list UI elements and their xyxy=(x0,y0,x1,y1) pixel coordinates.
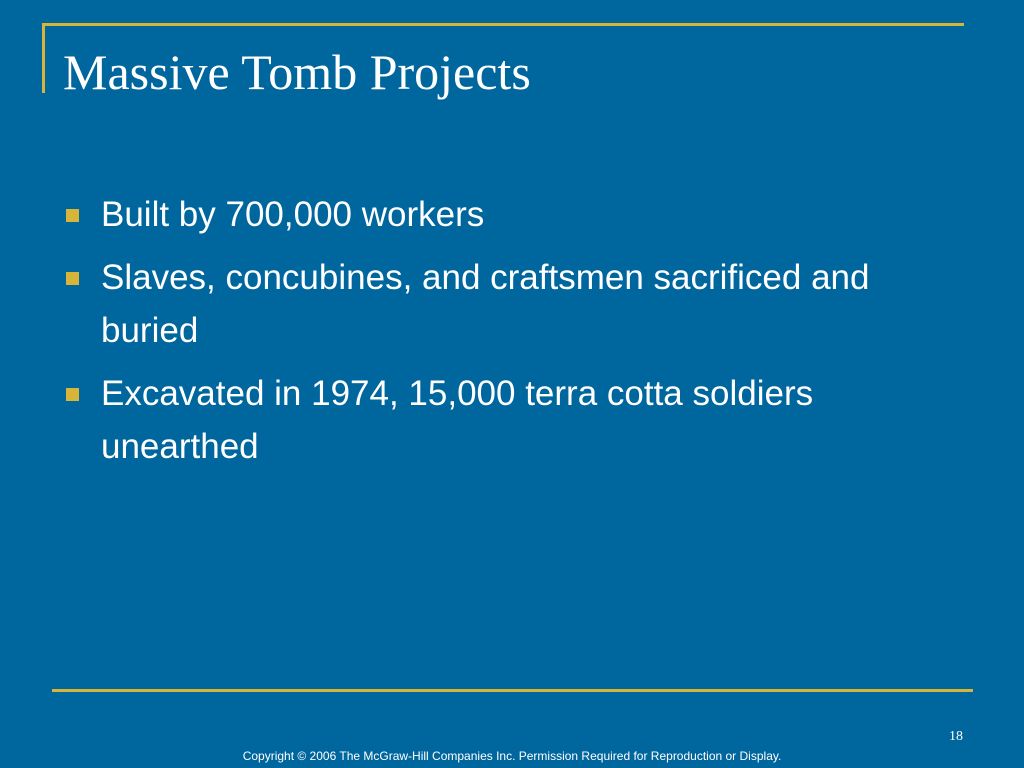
square-bullet-icon xyxy=(66,272,79,285)
footer-divider-line xyxy=(52,689,973,692)
bullet-text: Built by 700,000 workers xyxy=(101,195,485,234)
frame-left-line xyxy=(42,23,45,93)
square-bullet-icon xyxy=(66,209,79,222)
slide-title: Massive Tomb Projects xyxy=(63,44,531,100)
bullet-item xyxy=(66,367,966,473)
copyright-notice: Copyright © 2006 The McGraw-Hill Companies Inc. Permission Required for Reproduction or Display. xyxy=(242,749,782,763)
bullet-list xyxy=(66,188,966,483)
frame-top-line xyxy=(42,23,964,26)
bullet-text: Slaves, concubines, and craftsmen sacrificed and buried xyxy=(101,258,870,350)
square-bullet-icon xyxy=(66,388,79,401)
bullet-text: Excavated in 1974, 15,000 terra cotta soldiers unearthed xyxy=(101,374,814,466)
bullet-item xyxy=(66,251,966,357)
bullet-item xyxy=(66,188,966,241)
slide-number: 18 xyxy=(949,729,963,744)
